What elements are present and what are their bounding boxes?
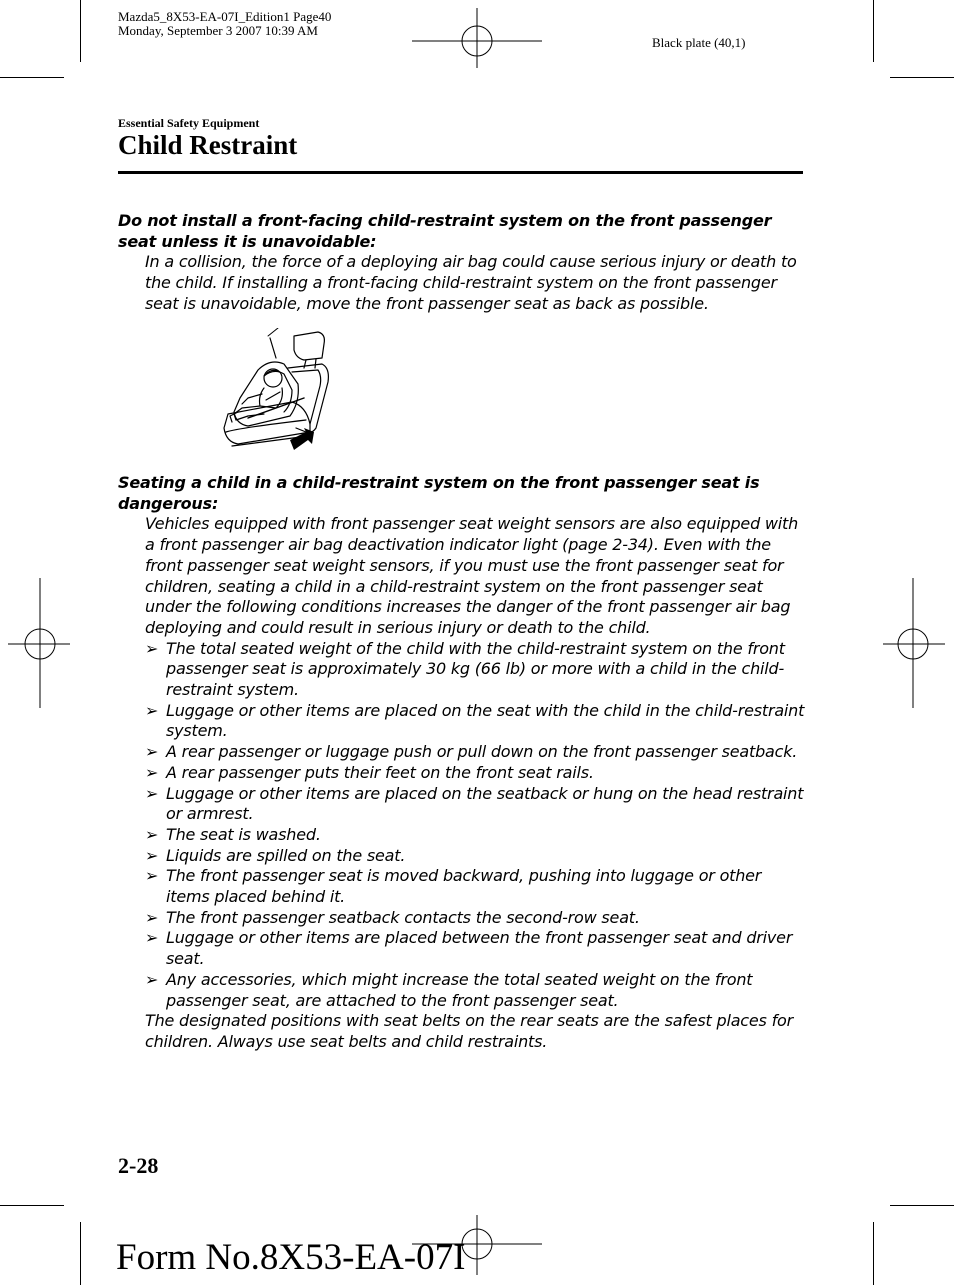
warning-closing: The designated positions with seat belts on the rear seats are the safest places for children. Always use seat belts and child restraints. [145, 1011, 793, 1051]
crop-mark [890, 77, 954, 78]
arrow-bullet-icon: ➢ [145, 845, 159, 865]
arrow-bullet-icon: ➢ [145, 783, 159, 803]
form-number: Form No.8X53-EA-07I [116, 1237, 466, 1278]
list-item [118, 908, 808, 929]
child-seat-illustration [218, 328, 338, 458]
crop-mark [0, 1205, 64, 1206]
page-number: 2-28 [118, 1153, 159, 1178]
crop-mark [873, 0, 874, 62]
list-item-text: A rear passenger puts their feet on the front seat rails. [166, 762, 594, 782]
registration-mark-left [8, 578, 70, 708]
list-item-text: Liquids are spilled on the seat. [166, 845, 406, 865]
list-item [118, 784, 808, 825]
list-item-text: The total seated weight of the child with the child-restraint system on the front passenger seat is approximately 30 kg (66 lb) or more with a child in the child-restraint system. [166, 638, 785, 700]
crop-mark [890, 1205, 954, 1206]
arrow-bullet-icon: ➢ [145, 928, 159, 948]
crop-mark [80, 1222, 81, 1285]
arrow-bullet-icon: ➢ [145, 866, 159, 886]
warning-block-1 [118, 211, 808, 315]
list-item [118, 825, 808, 846]
list-item [118, 701, 808, 742]
warning-heading: Seating a child in a child-restraint system on the front passenger seat is dangerous: [118, 473, 760, 513]
crop-mark [80, 0, 81, 62]
list-item-text: A rear passenger or luggage push or pull down on the front passenger seatback. [166, 742, 798, 762]
arrow-bullet-icon: ➢ [145, 638, 159, 658]
date-line: Monday, September 3 2007 10:39 AM [118, 23, 318, 38]
list-item [118, 742, 808, 763]
warning-body: In a collision, the force of a deploying air bag could cause serious injury or death to the child. If installing a front-facing child-restraint system on the front passenger seat is unavoidable, move the front passenger seat as back as possible. [145, 252, 797, 313]
page-title: Child Restraint [118, 130, 298, 160]
list-item-text: The front passenger seat is moved backward, pushing into luggage or other items placed behind it. [166, 866, 762, 907]
list-item-text: The seat is washed. [166, 824, 321, 844]
plate-label: Black plate (40,1) [652, 35, 746, 50]
arrow-bullet-icon: ➢ [145, 762, 159, 782]
list-item-text: The front passenger seatback contacts the second-row seat. [166, 907, 640, 927]
list-item [118, 763, 808, 784]
crop-mark [873, 1222, 874, 1285]
warning-intro: Vehicles equipped with front passenger seat weight sensors are also equipped with a front passenger air bag deactivation indicator light (page 2-34). Even with the front passenger seat weight sensors, if you must use the front passenger seat for children, seating a child in a child-restraint system on the front passenger seat under the following conditions increases the danger of the front passenger air bag deploying and could result in serious injury or death to the child. [145, 514, 799, 637]
section-label: Essential Safety Equipment [118, 116, 260, 130]
list-item-text: Luggage or other items are placed on the seat with the child in the child-restraint system. [166, 700, 805, 741]
crop-mark [0, 77, 64, 78]
print-file-info [118, 10, 331, 38]
arrow-bullet-icon: ➢ [145, 969, 159, 989]
file-line: Mazda5_8X53-EA-07I_Edition1 Page40 [118, 9, 332, 24]
arrow-bullet-icon: ➢ [145, 824, 159, 844]
title-rule [118, 171, 803, 174]
list-item [118, 866, 808, 907]
list-item-text: Any accessories, which might increase the total seated weight on the front passenger seat, are attached to the front passenger seat. [166, 969, 753, 1010]
list-item [118, 970, 808, 1011]
list-item [118, 639, 808, 701]
list-item-text: Luggage or other items are placed between the front passenger seat and driver seat. [166, 928, 793, 969]
list-item-text: Luggage or other items are placed on the seatback or hung on the head restraint or armrest. [166, 783, 804, 824]
registration-mark-right [883, 578, 945, 708]
registration-mark-top [412, 8, 542, 68]
arrow-bullet-icon: ➢ [145, 700, 159, 720]
arrow-bullet-icon: ➢ [145, 907, 159, 927]
list-item [118, 928, 808, 969]
arrow-bullet-icon: ➢ [145, 742, 159, 762]
warning-block-2 [118, 473, 808, 1053]
list-item [118, 846, 808, 867]
warning-heading: Do not install a front-facing child-restraint system on the front passenger seat unless it is unavoidable: [118, 211, 772, 251]
